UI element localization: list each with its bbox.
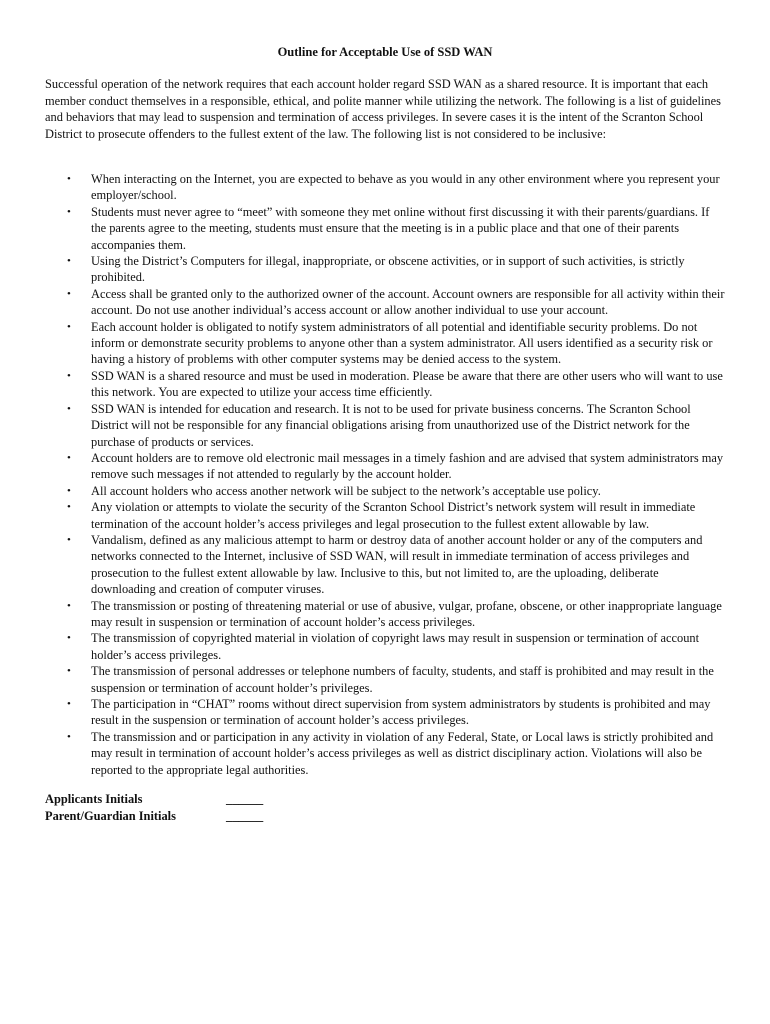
- guardian-initials-label: Parent/Guardian Initials: [45, 808, 176, 823]
- bullet-icon: •: [67, 730, 71, 743]
- rule-text: SSD WAN is a shared resource and must be used in moderation. Please be aware that there are other users who will want to use this network. You are expected to utilize your access time efficiently.: [91, 368, 723, 400]
- rule-text: All account holders who access another network will be subject to the network’s acceptable use policy.: [91, 483, 601, 498]
- bullet-icon: •: [67, 402, 71, 415]
- rule-text: The transmission of copyrighted material in violation of copyright laws may result in suspension or termination of account holder’s access privileges.: [91, 631, 700, 662]
- rule-text: Vandalism, defined as any malicious attempt to harm or destroy data of another account holder or any of the computers and networks connected to the Internet, inclusive of SSD WAN, will result in immediate termination of access privileges and prosecution to the fullest extent allowable by law. Inclusive to this, but not limited to, are the uploading, deliberate downloading and creation of computer viruses.: [91, 532, 703, 597]
- intro-paragraph: Successful operation of the network requires that each account holder regard SSD WAN as a shared resource. It is important that each member conduct themselves in a responsible, ethical, and polite manner while utilizing the network. The following is a list of guidelines and behaviors that may lead to suspension and termination of access privileges. In severe cases it is the intent of the Scranton School District to prosecute offenders to the fullest extent of the law. The following list is not considered to be inclusive:: [45, 77, 721, 141]
- document-title: Outline for Acceptable Use of SSD WAN: [277, 45, 493, 59]
- list-item: [45, 319, 725, 368]
- bullet-icon: •: [67, 255, 71, 268]
- initials-section: [45, 791, 725, 824]
- guardian-initials-field[interactable]: ______: [226, 808, 264, 823]
- applicant-initials-label: Applicants Initials: [45, 792, 143, 807]
- list-item: [45, 401, 725, 450]
- bullet-icon: •: [67, 484, 71, 497]
- applicant-initials-field[interactable]: ______: [226, 792, 264, 807]
- list-item: [45, 171, 725, 204]
- bullet-icon: •: [67, 369, 71, 382]
- rule-text: Students must never agree to “meet” with someone they met online without first discussing it with their parents/guardians. If the parents agree to the meeting, students must ensure that the meeting is in a public place and that one of their parents accompanies them.: [91, 204, 710, 252]
- bullet-icon: •: [67, 501, 71, 514]
- rule-text: The transmission and or participation in any activity in violation of any Federal, State, or Local laws is strictly prohibited and may result in termination of account holder’s access privileges as well as district disciplinary action. Violations will also be reported to the appropriate legal authorities.: [91, 729, 714, 777]
- bullet-icon: •: [67, 533, 71, 546]
- rule-text: The transmission or posting of threatening material or use of abusive, vulgar, profane, obscene, or other inappropriate language may result in suspension or termination of account holder’s access privileges.: [91, 598, 722, 629]
- bullet-icon: •: [67, 632, 71, 645]
- document-page: [45, 44, 725, 824]
- list-item: [45, 598, 725, 631]
- list-item: [45, 253, 725, 286]
- applicant-initials-row: [45, 791, 725, 808]
- list-item: [45, 532, 725, 598]
- guardian-initials-row: [45, 808, 725, 825]
- bullet-icon: •: [67, 320, 71, 333]
- bullet-icon: •: [67, 205, 71, 218]
- rule-text: The participation in “CHAT” rooms without direct supervision from system administrators by students is prohibited and may result in the suspension or termination of account holder’s access privileges.: [91, 697, 711, 728]
- bullet-icon: •: [67, 698, 71, 710]
- list-item: [45, 729, 725, 778]
- rule-text: Each account holder is obligated to notify system administrators of all potential and identifiable security problems. Do not inform or demonstrate security problems to anyone other than a system administrator. All users identified as a security risk or having a history of problems with other computer systems may be denied access to the system.: [91, 319, 713, 367]
- list-item: [45, 286, 725, 319]
- rule-text: Using the District’s Computers for illegal, inappropriate, or obscene activities, or in support of such activities, is strictly prohibited.: [91, 254, 685, 285]
- rule-text: Access shall be granted only to the authorized owner of the account. Account owners are responsible for all activity within their account. Do not use another individual’s access account or allow another individual to use your account.: [91, 286, 725, 318]
- list-item: [45, 204, 725, 253]
- rule-text: The transmission of personal addresses or telephone numbers of faculty, students, and staff is prohibited and may result in the suspension or termination of account holder’s privileges.: [91, 664, 714, 695]
- list-item: [45, 368, 725, 401]
- list-item: [45, 663, 725, 696]
- list-item: [45, 630, 725, 663]
- list-item: [45, 696, 725, 729]
- rules-list: [45, 171, 725, 778]
- list-item: [45, 450, 725, 483]
- rule-text: When interacting on the Internet, you are expected to behave as you would in any other environment where you represent your employer/school.: [91, 172, 720, 203]
- list-item: [45, 483, 725, 499]
- rule-text: SSD WAN is intended for education and research. It is not to be used for private business concerns. The Scranton School District will not be responsible for any financial obligations arising from unauthorized use of the District network for the purchase of products or services.: [91, 401, 691, 449]
- list-item: [45, 499, 725, 532]
- bullet-icon: •: [67, 287, 71, 300]
- bullet-icon: •: [67, 599, 71, 612]
- rule-text: Any violation or attempts to violate the security of the Scranton School District’s network system will result in immediate termination of the account holder’s access privileges and legal prosecution to the fullest extent allowable by law.: [91, 500, 696, 531]
- rule-text: Account holders are to remove old electronic mail messages in a timely fashion and are advised that system administrators may remove such messages if not attended to regularly by the account holder.: [91, 450, 724, 482]
- bullet-icon: •: [67, 173, 71, 185]
- bullet-icon: •: [67, 451, 71, 464]
- bullet-icon: •: [67, 665, 71, 678]
